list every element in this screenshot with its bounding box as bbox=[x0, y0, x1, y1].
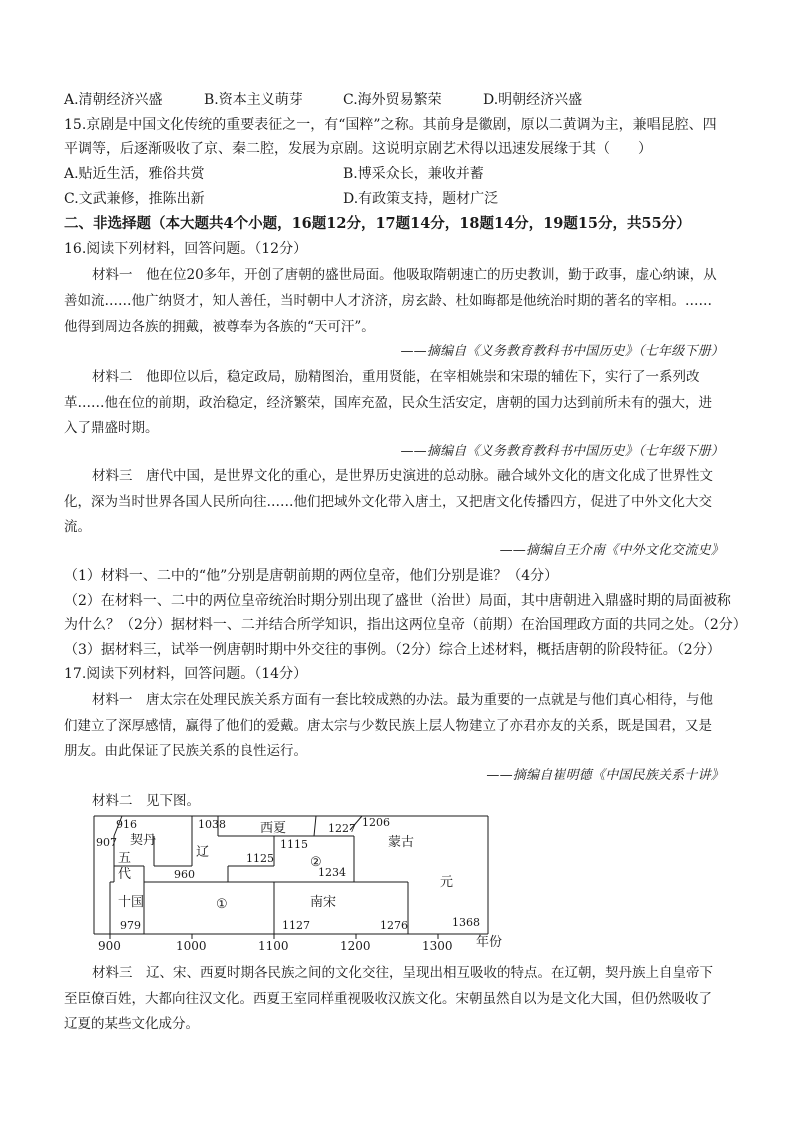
label-liao: 辽 bbox=[196, 845, 210, 860]
section2-title: 二、非选择题（本大题共4个小题，16题12分，17题14分，18题14分，19题15分，共55分） bbox=[64, 215, 691, 232]
axis-label-1200: 1200 bbox=[340, 939, 371, 950]
label-marker-2: ② bbox=[310, 855, 322, 870]
q15-option-d: D.有政策支持，题材广泛 bbox=[343, 191, 499, 207]
q14-option-b: B.资本主义萌芽 bbox=[204, 92, 303, 108]
label-qidan: 契丹 bbox=[130, 833, 157, 848]
q16-m3-line1: 材料三 唐代中国，是世界文化的重心，是世界历史演进的总动脉。融合域外文化的唐文化成了世界性文 bbox=[92, 468, 713, 484]
q16-intro: 16.阅读下列材料，回答问题。（12分） bbox=[64, 241, 308, 257]
axis-label-900: 900 bbox=[98, 939, 121, 950]
q16-m3-source: ——摘编自王介南《中外文化交流史》 bbox=[499, 543, 724, 558]
q15-option-a: A.贴近生活，雅俗共赏 bbox=[64, 166, 205, 182]
q17-m3-line3: 辽夏的某些文化成分。 bbox=[64, 1016, 199, 1032]
q17-m1-source: ——摘编自崔明德《中国民族关系十讲》 bbox=[486, 768, 724, 783]
q16-m1-source: ——摘编自《义务教育教科书中国历史》（七年级下册） bbox=[400, 344, 724, 359]
q15-option-c: C.文武兼修，推陈出新 bbox=[64, 191, 205, 207]
year-1125: 1125 bbox=[246, 852, 274, 865]
axis-label-1300: 1300 bbox=[422, 939, 453, 950]
year-1234: 1234 bbox=[318, 866, 346, 879]
axis-label-1000: 1000 bbox=[176, 939, 207, 950]
q16-m2-line2: 革……他在位的前期，政治稳定，经济繁荣，国库充盈，民众生活安定，唐朝的国力达到前所未有的强大，进 bbox=[64, 395, 712, 411]
q17-intro: 17.阅读下列材料，回答问题。（14分） bbox=[64, 666, 308, 682]
year-960: 960 bbox=[174, 868, 195, 881]
year-1127: 1127 bbox=[282, 919, 310, 932]
year-1115: 1115 bbox=[280, 838, 308, 851]
q14-option-d: D.明朝经济兴盛 bbox=[483, 92, 583, 108]
q15-stem-line2: 平调等，后逐渐吸收了京、秦二腔，发展为京剧。这说明京剧艺术得以迅速发展缘于其（ ） bbox=[64, 141, 652, 157]
q16-m1-line2: 善如流……他广纳贤才，知人善任，当时朝中人才济济，房玄龄、杜如晦都是他统治时期的著名的宰相。…… bbox=[64, 293, 712, 309]
q16-m3-line2: 化，深为当时世界各国人民所向往……他们把域外文化带入唐土，又把唐文化传播四方，促进了中外文化大交 bbox=[64, 494, 712, 510]
q16-m1-line1: 材料一 他在位20多年，开创了唐朝的盛世局面。他吸取隋朝速亡的历史教训，勤于政事，虚心纳谏，从 bbox=[92, 267, 717, 283]
label-yuan: 元 bbox=[440, 875, 454, 890]
year-1206: 1206 bbox=[362, 816, 390, 829]
year-1038: 1038 bbox=[198, 818, 226, 831]
label-wu: 五 bbox=[118, 851, 132, 866]
q15-option-b: B.博采众长，兼收并蓄 bbox=[343, 166, 484, 182]
q16-m2-line1: 材料二 他即位以后，稳定政局，励精图治，重用贤能，在宰相姚崇和宋璟的辅佐下，实行了一系列改 bbox=[92, 369, 700, 385]
q15-stem-line1: 15.京剧是中国文化传统的重要表征之一，有“国粹”之称。其前身是徽剧，原以二黄调为主，兼唱昆腔、四 bbox=[64, 117, 717, 133]
label-mongol: 蒙古 bbox=[388, 835, 415, 850]
axis-label-1100: 1100 bbox=[258, 939, 289, 950]
q16-question-1: （1）材料一、二中的“他”分别是唐朝前期的两位皇帝，他们分别是谁？（4分） bbox=[64, 568, 559, 584]
q16-m1-line3: 他得到周边各族的拥戴，被尊奉为各族的“天可汗”。 bbox=[64, 319, 375, 335]
q16-question-3: （3）据材料三，试举一例唐朝时期中外交往的事例。（2分）综合上述材料，概括唐朝的阶段特征。（2分） bbox=[64, 642, 721, 658]
year-1227: 1227 bbox=[328, 822, 356, 835]
label-xixia: 西夏 bbox=[260, 821, 287, 836]
q14-option-c: C.海外贸易繁荣 bbox=[343, 92, 442, 108]
label-dai: 代 bbox=[118, 867, 132, 882]
year-979: 979 bbox=[120, 919, 141, 932]
year-1368: 1368 bbox=[452, 916, 480, 929]
label-shiguo: 十国 bbox=[118, 895, 145, 910]
q17-m1-line2: 们建立了深厚感情，赢得了他们的爱戴。唐太宗与少数民族上层人物建立了亦君亦友的关系，既是国君，又是 bbox=[64, 718, 712, 734]
q16-m3-line3: 流。 bbox=[64, 519, 91, 535]
year-916: 916 bbox=[116, 818, 137, 831]
q16-question-2a: （2）在材料一、二中的两位皇帝统治时期分别出现了盛世（治世）局面，其中唐朝进入鼎盛时期的局面被称 bbox=[64, 593, 731, 609]
q16-question-2b: 为什么？（2分）据材料一、二并结合所学知识，指出这两位皇帝（前期）在治国理政方面的共同之处。（2分） bbox=[64, 617, 747, 633]
axis-title: 年份 bbox=[476, 935, 503, 950]
label-marker-1: ① bbox=[216, 897, 228, 912]
q14-option-a: A.清朝经济兴盛 bbox=[64, 92, 163, 108]
q17-m2-label: 材料二 见下图。 bbox=[92, 793, 200, 809]
xixia-right-edge bbox=[314, 816, 316, 836]
year-1276: 1276 bbox=[380, 919, 408, 932]
q17-m1-line1: 材料一 唐太宗在处理民族关系方面有一套比较成熟的办法。最为重要的一点就是与他们真心相待，与他 bbox=[92, 692, 713, 708]
q16-m2-source: ——摘编自《义务教育教科书中国历史》（七年级下册） bbox=[400, 444, 724, 459]
q17-m3-line1: 材料三 辽、宋、西夏时期各民族之间的文化交往，呈现出相互吸收的特点。在辽朝，契丹族上自皇帝下 bbox=[92, 965, 713, 981]
q17-m3-line2: 至臣僚百姓，大都向往汉文化。西夏王室同样重视吸收汉族文化。宋朝虽然自以为是文化大国，但仍然吸收了 bbox=[64, 991, 712, 1007]
year-907: 907 bbox=[96, 836, 117, 849]
q17-m1-line3: 朋友。由此保证了民族关系的良性运行。 bbox=[64, 743, 307, 759]
label-nansong: 南宋 bbox=[310, 895, 337, 910]
dynasty-timeline-chart bbox=[88, 810, 508, 950]
q16-m2-line3: 入了鼎盛时期。 bbox=[64, 420, 159, 436]
